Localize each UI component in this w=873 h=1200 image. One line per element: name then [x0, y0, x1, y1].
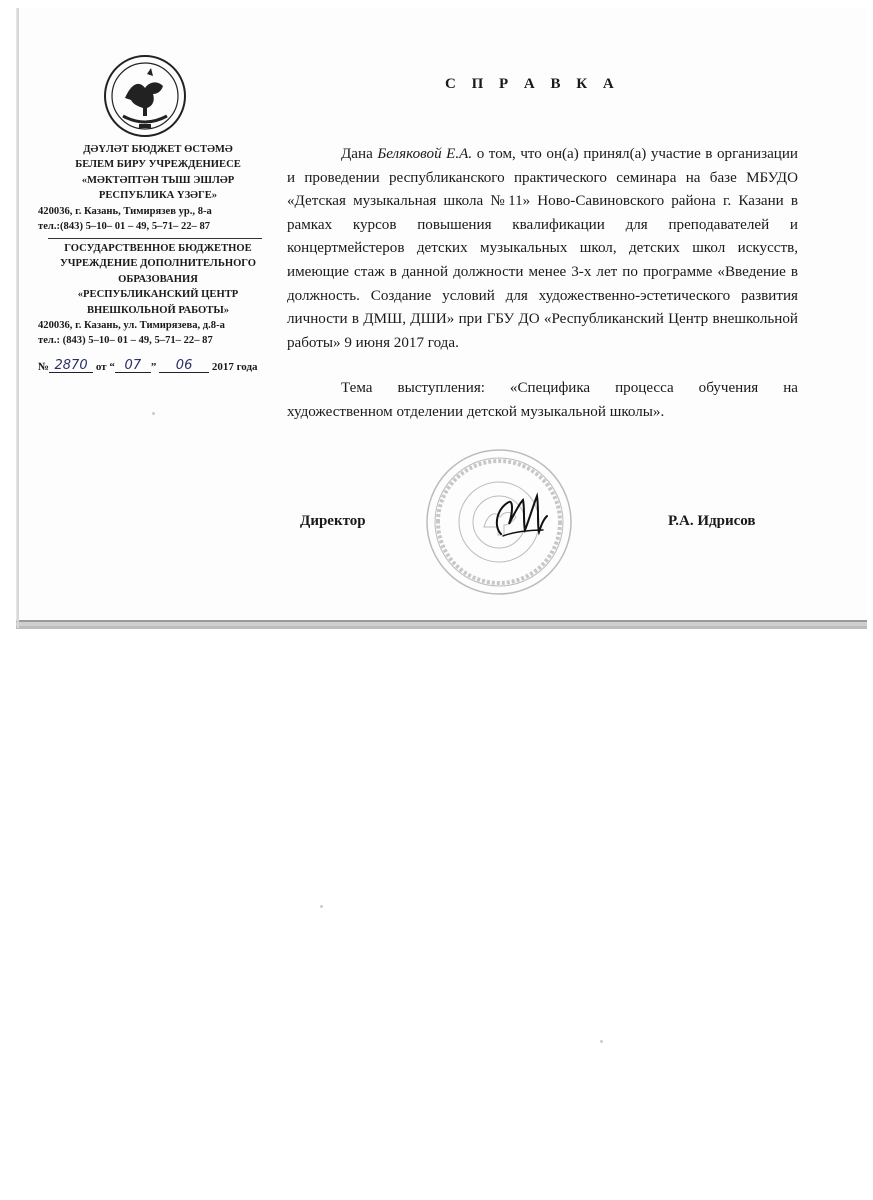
paragraph-main-rest: о том, что он(а) принял(а) участие в организации и проведении республиканского практического семинара на базе МБУДО «Детская музыкальная школа №11» Ново-Савиновского района г. Казани в рамках курсов повышения квалификации для преподавателей и концертмейстеров детских музыкальных школ, детских школ искусств, имеющие стаж в данной должности менее 3-х лет по программе «Введение в должность. Создание условий для художественно-эстетического развития личности в ДМШ, ДШИ» при ГБУ ДО «Республиканский Центр внешкольной работы» 9 июня 2017 года.	[287, 146, 799, 351]
scan-edge-line	[17, 8, 19, 628]
tatarstan-emblem-icon	[103, 54, 187, 138]
registration-month: 06	[159, 360, 209, 373]
header-russian-line: ВНЕШКОЛЬНОЙ РАБОТЫ»	[86, 304, 230, 316]
org-header-russian	[28, 241, 288, 349]
signatory-name: Р.А. Идрисов	[668, 513, 756, 529]
signatory-role: Директор	[300, 513, 366, 529]
scan-speck	[600, 1040, 603, 1043]
document-title: С П Р А В К А	[445, 76, 620, 92]
header-divider	[48, 238, 262, 239]
registration-from-label: от	[95, 361, 107, 373]
header-tatar-line: ДӘҮЛӘТ БЮДЖЕТ ӨСТӘМӘ	[83, 144, 233, 155]
header-tatar-line: БЕЛЕМ БИРУ УЧРЕЖДЕНИЕСЕ	[75, 159, 241, 171]
registration-number: 2870	[49, 360, 93, 373]
registration-day: 07	[115, 360, 151, 373]
recipient-name: Беляковой Е.А.	[377, 146, 473, 162]
scan-speck	[152, 412, 155, 415]
header-russian-line: ГОСУДАРСТВЕННОЕ БЮДЖЕТНОЕ	[64, 243, 252, 254]
registration-line: № 2870 от “ 07 ” 06 2017 года	[38, 358, 258, 373]
scan-speck	[320, 905, 323, 908]
registration-prefix: №	[38, 361, 50, 373]
address-tatar: 420036, г. Казань, Тимирязев ур., 8-а	[38, 205, 212, 217]
header-russian-line: ОБРАЗОВАНИЯ	[118, 273, 198, 285]
phone-tatar: тел.:(843) 5–10– 01 – 49, 5–71– 22– 87	[38, 221, 211, 233]
header-russian-line: УЧРЕЖДЕНИЕ ДОПОЛНИТЕЛЬНОГО	[59, 258, 257, 270]
document-body	[287, 143, 798, 425]
paragraph-topic: Тема выступления: «Специфика процесса обучения на художественном отделении детской музыкальной школы».	[287, 380, 798, 420]
header-tatar-line: «МӘКТӘПТӘН ТЫШ ЭШЛӘР	[81, 174, 235, 186]
phone-russian: тел.: (843) 5–10– 01 – 49, 5–71– 22– 87	[38, 335, 213, 347]
paragraph-main	[287, 143, 798, 355]
org-header-tatar	[28, 142, 288, 234]
registration-year: 2017 года	[211, 361, 258, 373]
director-signature-icon	[483, 486, 563, 546]
address-russian: 420036, г. Казань, ул. Тимирязева, д.8-а	[38, 320, 225, 332]
header-tatar-line: РЕСПУБЛИКА ҮЗӘГЕ»	[98, 190, 218, 202]
paragraph-main-start: Дана	[341, 146, 378, 162]
header-russian-line: «РЕСПУБЛИКАНСКИЙ ЦЕНТР	[77, 289, 239, 301]
